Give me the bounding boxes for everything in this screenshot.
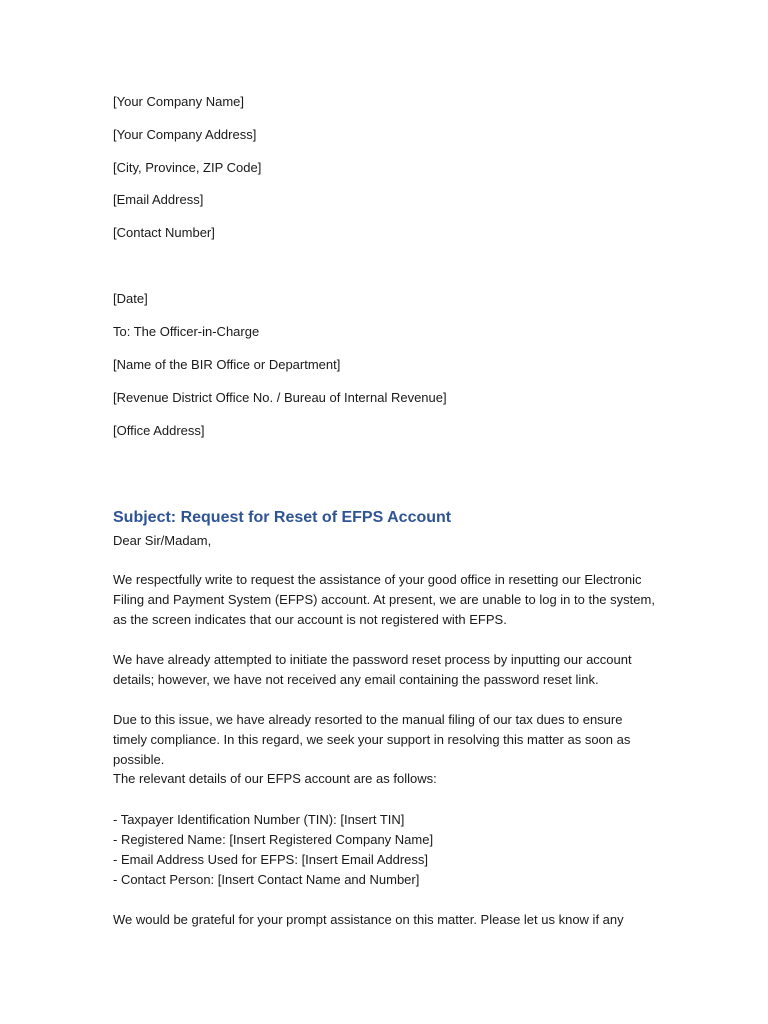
body-paragraph-2: We have already attempted to initiate the password reset process by inputting our account details; however, we have not received any email containing the password reset link. <box>113 652 632 687</box>
salutation: Dear Sir/Madam, <box>113 533 212 548</box>
body-paragraph-3: Due to this issue, we have already resorted to the manual filing of our tax dues to ensure timely compliance. In this regard, we seek your support in resolving this matter as soon as possible. <box>113 712 631 767</box>
sender-contact: [Contact Number] <box>113 225 215 240</box>
recipient-office-name: [Name of the BIR Office or Department] <box>113 357 341 372</box>
list-item: - Email Address Used for EFPS: [Insert Email Address] <box>113 852 429 867</box>
body-paragraph-4: The relevant details of our EFPS account are as follows: <box>113 771 437 786</box>
account-details-list <box>113 810 433 890</box>
closing-paragraph: We would be grateful for your prompt assistance on this matter. Please let us know if any <box>113 912 624 927</box>
letter-subject: Subject: Request for Reset of EFPS Account <box>113 509 452 526</box>
recipient-to-line: To: The Officer-in-Charge <box>113 324 260 339</box>
sender-company-address: [Your Company Address] <box>113 127 257 142</box>
list-item: - Registered Name: [Insert Registered Company Name] <box>113 832 434 847</box>
list-item: - Taxpayer Identification Number (TIN): [Insert TIN] <box>113 812 405 827</box>
sender-city-line: [City, Province, ZIP Code] <box>113 160 262 175</box>
sender-company-name: [Your Company Name] <box>113 94 245 109</box>
recipient-office-address: [Office Address] <box>113 423 205 438</box>
letter-date: [Date] <box>113 291 148 306</box>
body-paragraph-1: We respectfully write to request the assistance of your good office in resetting our Electronic Filing and Payment System (EFPS) account. At present, we are unable to log in to the system, as the screen indicates that our account is not registered with EFPS. <box>113 572 655 627</box>
recipient-district: [Revenue District Office No. / Bureau of Internal Revenue] <box>113 390 447 405</box>
sender-email: [Email Address] <box>113 192 204 207</box>
list-item: - Contact Person: [Insert Contact Name and Number] <box>113 872 420 887</box>
